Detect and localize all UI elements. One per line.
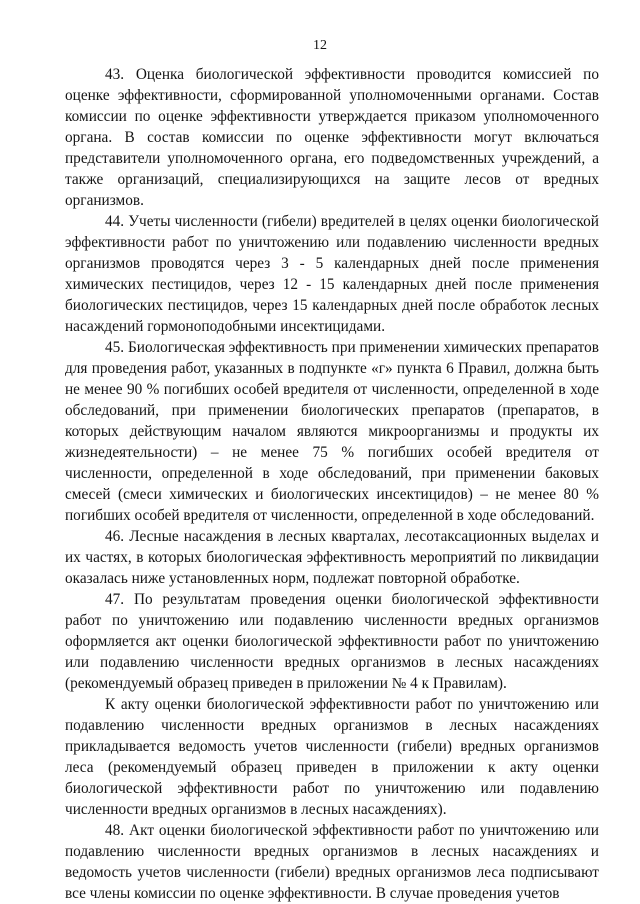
paragraph-48: 48. Акт оценки биологической эффективности работ по уничтожению или подавлению численности вредных организмов в лесных насаждениях и ведомость учетов численности (гибели) вредных организмов леса подписывают все члены комиссии по оценке эффективности. В случае проведения учетов: [65, 822, 599, 902]
paragraph-46: 46. Лесные насаждения в лесных кварталах, лесотаксационных выделах и их частях, в которых биологическая эффективность мероприятий по ликвидации оказалась ниже установленных норм, подлежат повторной обработке.: [65, 528, 599, 587]
paragraph-44: 44. Учеты численности (гибели) вредителей в целях оценки биологической эффективности работ по уничтожению или подавлению численности вредных организмов проводятся через 3 - 5 календарных дней после применения химических пестицидов, через 12 - 15 календарных дней после применения биологических пестицидов, через 15 календарных дней после обработок лесных насаждений гормоноподобными инсектицидами.: [65, 213, 599, 335]
paragraph-45: 45. Биологическая эффективность при применении химических препаратов для проведения работ, указанных в подпункте «г» пункта 6 Правил, должна быть не менее 90 % погибших особей вредителя от численности, определенной в ходе обследований, при применении биологических препаратов (препаратов, в которых действующим началом являются микроорганизмы и продукты их жизнедеятельности) – не менее 75 % погибших особей вредителя от численности, определенной в ходе обследований, при применении баковых смесей (смеси химических и биологических инсектицидов) – не менее 80 % погибших особей вредителя от численности, определенной в ходе обследований.: [65, 339, 599, 524]
page-number: 12: [313, 38, 327, 53]
document-body: [65, 64, 599, 904]
paragraph-47: 47. По результатам проведения оценки биологической эффективности работ по уничтожению или подавлению численности вредных организмов оформляется акт оценки биологической эффективности работ по уничтожению или подавлению численности вредных организмов в лесных насаждениях (рекомендуемый образец приведен в приложении № 4 к Правилам).: [65, 591, 599, 692]
paragraph-43: 43. Оценка биологической эффективности проводится комиссией по оценке эффективности, сформированной уполномоченными органами. Состав комиссии по оценке эффективности утверждается приказом уполномоченного органа. В состав комиссии по оценке эффективности могут включаться представители уполномоченного органа, его подведомственных учреждений, а также организаций, специализирующихся на защите лесов от вредных организмов.: [65, 66, 599, 209]
paragraph-47-continuation: К акту оценки биологической эффективности работ по уничтожению или подавлению численности вредных организмов в лесных насаждениях прикладывается ведомость учетов численности (гибели) вредных организмов леса (рекомендуемый образец приведен в приложении к акту оценки биологической эффективности работ по уничтожению или подавлению численности вредных организмов в лесных насаждениях).: [65, 696, 599, 818]
